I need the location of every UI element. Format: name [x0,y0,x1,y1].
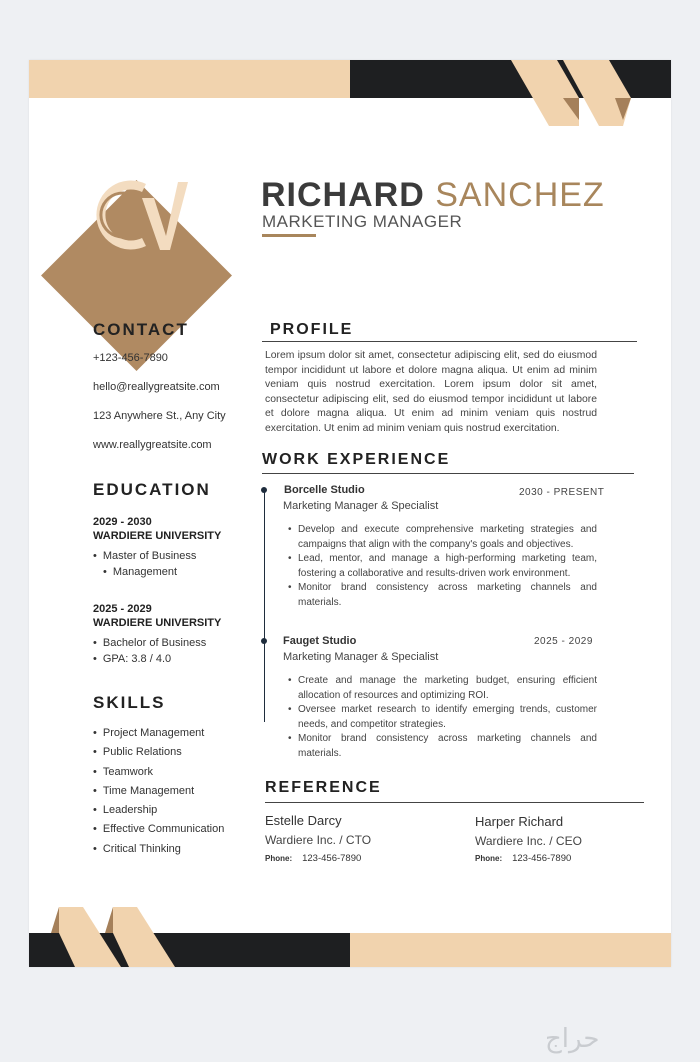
top-ribbon-decoration [499,60,671,126]
education-school-2: WARDIERE UNIVERSITY [93,617,222,629]
reference-divider [265,802,644,803]
cv-monogram-logo [84,170,204,260]
job-role-1: Marketing Manager & Specialist [283,500,439,512]
list-item: • Bachelor of Business [93,635,206,651]
education-years-1: 2029 - 2030 [93,516,152,528]
list-item: • Management [93,564,196,580]
timeline-dot [261,487,267,493]
title-underline [262,234,316,237]
skill-item: • Project Management [93,724,224,743]
list-item: • Create and manage the marketing budget, ensuring efficient allocation of resources and optimizing ROI. [288,674,597,703]
reference-name-2: Harper Richard [475,814,564,829]
contact-website[interactable]: www.reallygreatsite.com [93,439,212,451]
contact-address: 123 Anywhere St., Any City [93,410,226,422]
skills-heading: SKILLS [93,693,166,712]
reference-heading: REFERENCE [265,779,382,796]
watermark: حراج [545,1024,600,1054]
top-tan-bar [29,60,350,98]
list-item: • Monitor brand consistency across marketing channels and materials. [288,581,597,610]
job-dates-2: 2025 - 2029 [534,636,593,647]
profile-heading: PROFILE [270,321,354,338]
education-heading: EDUCATION [93,480,211,499]
bottom-ribbon-decoration [51,907,191,967]
job-company-1: Borcelle Studio [284,484,365,496]
education-school-1: WARDIERE UNIVERSITY [93,530,222,542]
first-name: RICHARD [261,176,425,214]
skill-item: • Time Management [93,782,224,801]
experience-heading: WORK EXPERIENCE [262,451,451,468]
timeline-dot [261,638,267,644]
reference-company-1: Wardiere Inc. / CTO [265,833,372,847]
job-dates-1: 2030 - PRESENT [519,487,605,498]
contact-email[interactable]: hello@reallygreatsite.com [93,381,220,393]
skill-item: • Leadership [93,801,224,820]
experience-divider [262,473,634,474]
profile-text: Lorem ipsum dolor sit amet, consectetur adipiscing elit, sed do eiusmod tempor incididunt ut labore et dolore magna aliqua. Ut enim ad minim veniam quis nostrud exercitation. Lorem ipsum dolor sit amet, consectetur adipiscing elit, sed do eiusmod tempor incididunt ut labore et dolore magna aliqua. Ut enim ad minim veniam quis nostrud exercitation. Ut enim ad minim veniam quis nostrud exercitation. [265,350,597,434]
education-items-2 [93,635,206,667]
contact-phone: +123-456-7890 [93,352,168,364]
skills-list [93,724,224,859]
reference-company-2: Wardiere Inc. / CEO [475,834,582,848]
job-role-2: Marketing Manager & Specialist [283,651,439,663]
job-bullets-2 [288,674,597,761]
reference-name-1: Estelle Darcy [265,813,342,828]
list-item: • Master of Business [93,548,196,564]
education-items-1 [93,548,196,580]
list-item: • Develop and execute comprehensive marketing strategies and campaigns that align with the company's goals and objectives. [288,523,597,552]
contact-heading: CONTACT [93,320,189,339]
job-title: MARKETING MANAGER [262,212,463,231]
reference-phone-1: Phone: 123-456-7890 [265,853,362,864]
list-item: • Oversee market research to identify emerging trends, customer needs, and competitor strategies. [288,703,597,732]
bottom-tan-bar [350,933,671,967]
skill-item: • Teamwork [93,763,224,782]
skill-item: • Effective Communication [93,820,224,839]
resume-page [29,60,671,967]
education-years-2: 2025 - 2029 [93,603,152,615]
list-item: • GPA: 3.8 / 4.0 [93,651,206,667]
job-bullets-1 [288,523,597,610]
list-item: • Monitor brand consistency across marketing channels and materials. [288,732,597,761]
profile-divider [262,341,637,342]
skill-item: • Critical Thinking [93,840,224,859]
last-name: SANCHEZ [435,176,605,214]
experience-timeline [264,488,265,722]
skill-item: • Public Relations [93,743,224,762]
job-company-2: Fauget Studio [283,635,357,647]
candidate-name [261,176,605,215]
list-item: • Lead, mentor, and manage a high-performing marketing team, fostering a collaborative and results-driven work environment. [288,552,597,581]
reference-phone-2: Phone: 123-456-7890 [475,853,572,864]
